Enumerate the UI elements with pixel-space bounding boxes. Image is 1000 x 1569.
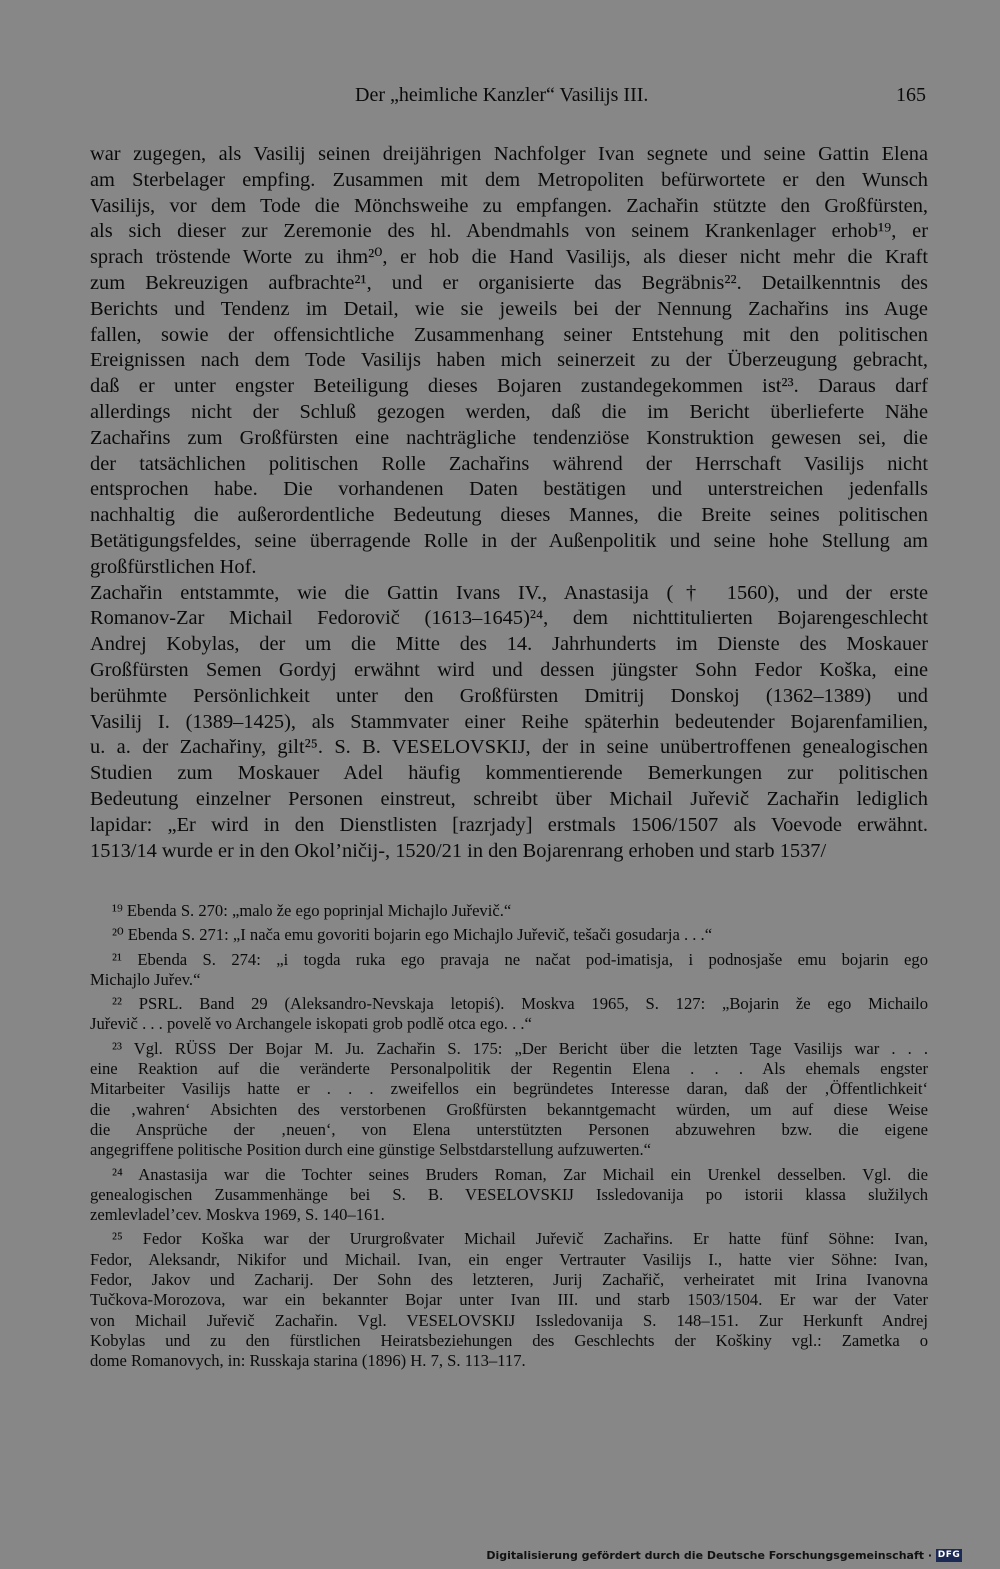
footnote-line: ¹⁹ Ebenda S. 270: „malo že ego poprinjal Michajlo Juřevič.“ <box>112 901 512 920</box>
text-line: großfürstlichen Hof. <box>90 555 257 578</box>
footnote-line: Juřevič . . . povelě vo Archangele iskopati grob podlě otca ego. . .“ <box>90 1014 532 1034</box>
page-number: 165 <box>896 84 926 106</box>
text-line: zum Bekreuzigen aufbrachte²¹, und er organisierte das Begräbnis²². Detailkenntnis des <box>90 271 928 294</box>
footnote <box>90 925 928 945</box>
footnote-line: dome Romanovych, in: Russkaja starina (1896) H. 7, S. 113–117. <box>90 1351 526 1371</box>
text-line: entsprochen habe. Die vorhandenen Daten bestätigen und unterstreichen jedenfalls <box>90 478 928 501</box>
text-line: lapidar: „Er wird in den Dienstlisten [razrjady] erstmals 1506/1507 als Voevode erwähnt. <box>90 813 928 836</box>
footnote-line: ²⁵ Fedor Koška war der Ururgroßvater Michail Juřevič Zachařins. Er hatte fünf Söhne: Ivan, <box>112 1229 928 1249</box>
footnote <box>90 1039 928 1161</box>
footnote-line: zemlevladel’cev. Moskva 1969, S. 140–161. <box>90 1205 385 1225</box>
footnote-line: die ‚wahren‘ Absichten des verstorbenen Großfürsten bekanntgemacht würden, um auf diese Weise <box>90 1099 928 1119</box>
text-line: Studien zum Moskauer Adel häufig kommentierende Bemerkungen zur politischen <box>90 762 928 785</box>
dfg-logo-icon: DFG <box>937 1549 961 1560</box>
footnote <box>90 950 928 991</box>
text-line: der tatsächlichen politischen Rolle Zachařins während der Herrschaft Vasilijs nicht <box>90 452 928 475</box>
footnote-line: ²⁴ Anastasija war die Tochter seines Bruders Roman, Zar Michail ein Urenkel desselben. Vgl. die <box>112 1164 928 1184</box>
footnote-line: Fedor, Aleksandr, Nikifor und Michail. Ivan, ein enger Vertrauter Vasilijs I., hatte vier Söhne: Ivan, <box>90 1249 928 1269</box>
text-line: Bedeutung einzelner Personen einstreut, schreibt über Michail Juřevič Zachařin lediglich <box>90 787 928 810</box>
footnote-line: Kobylas und zu den fürstlichen Heiratsbeziehungen des Geschlechts der Koškiny vgl.: Zametka o <box>90 1330 928 1350</box>
footnote <box>90 1229 928 1371</box>
text-line: Vasilijs, vor dem Tode die Mönchsweihe zu empfangen. Zachařin stützte den Großfürsten, <box>90 194 928 217</box>
text-line: u. a. der Zachařiny, gilt²⁵. S. B. VESELOVSKIJ, der in seine unübertroffenen genealogischen <box>90 736 928 759</box>
footnote-line: eine Reaktion auf die veränderte Personalpolitik der Regentin Elena . . . Als ehemals engster <box>90 1059 928 1079</box>
footnote-line: von Michail Juřevič Zachařin. Vgl. VESELOVSKIJ Issledovanija S. 148–151. Zur Herkunft Andrej <box>90 1310 928 1330</box>
text-line: Andrej Kobylas, der um die Mitte des 14. Jahrhunderts im Dienste des Moskauer <box>90 633 928 656</box>
text-line: Großfürsten Semen Gordyj erwähnt wird und dessen jüngster Sohn Fedor Koška, eine <box>90 658 928 681</box>
footnote <box>90 901 928 921</box>
footnote-line: ²³ Vgl. RÜSS Der Bojar M. Ju. Zachařin S. 175: „Der Bericht über die letzten Tage Vasilijs war . . . <box>112 1038 928 1058</box>
footnotes-section <box>90 901 928 1372</box>
text-line: berühmte Persönlichkeit unter den Großfürsten Dmitrij Donskoj (1362–1389) und <box>90 684 928 707</box>
credit-text: Digitalisierung gefördert durch die Deutsche Forschungsgemeinschaft · <box>486 1548 932 1562</box>
text-line: Romanov-Zar Michail Fedorovič (1613–1645)²⁴, dem nichttitulierten Bojarengeschlecht <box>90 607 928 630</box>
page-header <box>90 84 928 112</box>
text-line: 1513/14 wurde er in den Okol’ničij-, 1520/21 in den Bojarenrang erhoben und starb 1537/ <box>90 839 827 862</box>
footnote-line: ²² PSRL. Band 29 (Aleksandro-Nevskaja letopiś). Moskva 1965, S. 127: „Bojarin že ego Michailo <box>112 994 928 1014</box>
main-text-body <box>90 142 928 864</box>
text-line: als sich dieser zur Zeremonie des hl. Abendmahls von seinem Krankenlager erhob¹⁹, er <box>90 220 928 243</box>
text-line: Ereignissen nach dem Tode Vasilijs haben mich seinerzeit zu der Überzeugung gebracht, <box>90 349 928 372</box>
footnote-line: die Ansprüche der ‚neuen‘, von Elena unterstützten Personen abzuwehren bzw. die eigene <box>90 1119 928 1139</box>
text-line: Betätigungsfeldes, seine überragende Rolle in der Außenpolitik und seine hohe Stellung am <box>90 529 928 552</box>
footnote-line: Mitarbeiter Vasilijs hatte er . . . zweifellos ein begründetes Interesse daran, daß der ‚Öffentlichkeit‘ <box>90 1079 928 1099</box>
text-line: daß er unter engster Beteiligung dieses Bojaren zustandegekommen ist²³. Daraus darf <box>90 375 928 398</box>
footnote-line: ²¹ Ebenda S. 274: „i togda ruka ego pravaja ne načat pod-imatisja, i podnosjaše emu bojarin ego <box>112 949 928 969</box>
text-line: allerdings nicht der Schluß gezogen werden, daß die im Bericht überlieferte Nähe <box>90 400 928 423</box>
footnote-line: Fedor, Jakov und Zacharij. Der Sohn des letzteren, Jurij Zachařič, verheiratet mit Irina Ivanovna <box>90 1270 928 1290</box>
text-line: Berichts und Tendenz im Detail, wie sie jeweils bei der Nennung Zachařins ins Auge <box>90 297 928 320</box>
text-line: nachhaltig die außerordentliche Bedeutung dieses Mannes, die Breite seines politischen <box>90 504 928 527</box>
text-line: sprach tröstende Worte zu ihm²⁰, er hob die Hand Vasilijs, als dieser nicht mehr die Kraft <box>90 246 928 269</box>
footnote-line: angegriffene politische Position durch eine günstige Selbstdarstellung aufzuwerten.“ <box>90 1140 651 1160</box>
text-line: Vasilij I. (1389–1425), als Stammvater einer Reihe späterhin bedeutender Bojarenfamilien, <box>90 710 928 733</box>
footnote <box>90 994 928 1035</box>
digitization-credit <box>486 1547 962 1563</box>
footnote-line: ²⁰ Ebenda S. 271: „I nača emu govoriti bojarin ego Michajlo Juřevič, tešači gosudarja . . .“ <box>112 925 713 945</box>
text-line: Zachařin entstammte, wie die Gattin Ivans IV., Anastasija († 1560), und der erste <box>90 581 928 604</box>
running-title: Der „heimliche Kanzler“ Vasilijs III. <box>355 84 649 106</box>
footnote-line: Tučkova-Morozova, war ein bekannter Bojar unter Ivan III. und starb 1503/1504. Er war der Vater <box>90 1290 928 1310</box>
footnote-line: genealogischen Zusammenhänge bei S. B. VESELOVSKIJ Issledovanija po istorii klassa služilych <box>90 1184 928 1204</box>
footnote-line: Michajlo Juřev.“ <box>90 969 201 989</box>
text-line: Zachařins zum Großfürsten eine nachträgliche tendenziöse Konstruktion gewesen sei, die <box>90 426 928 449</box>
text-line: war zugegen, als Vasilij seinen dreijährigen Nachfolger Ivan segnete und seine Gattin Elena <box>90 143 928 165</box>
footnote <box>90 1165 928 1226</box>
text-line: am Sterbelager empfing. Zusammen mit dem Metropoliten befürwortete er den Wunsch <box>90 168 928 191</box>
text-line: fallen, sowie der offensichtliche Zusammenhang seiner Entstehung mit den politischen <box>90 323 928 346</box>
